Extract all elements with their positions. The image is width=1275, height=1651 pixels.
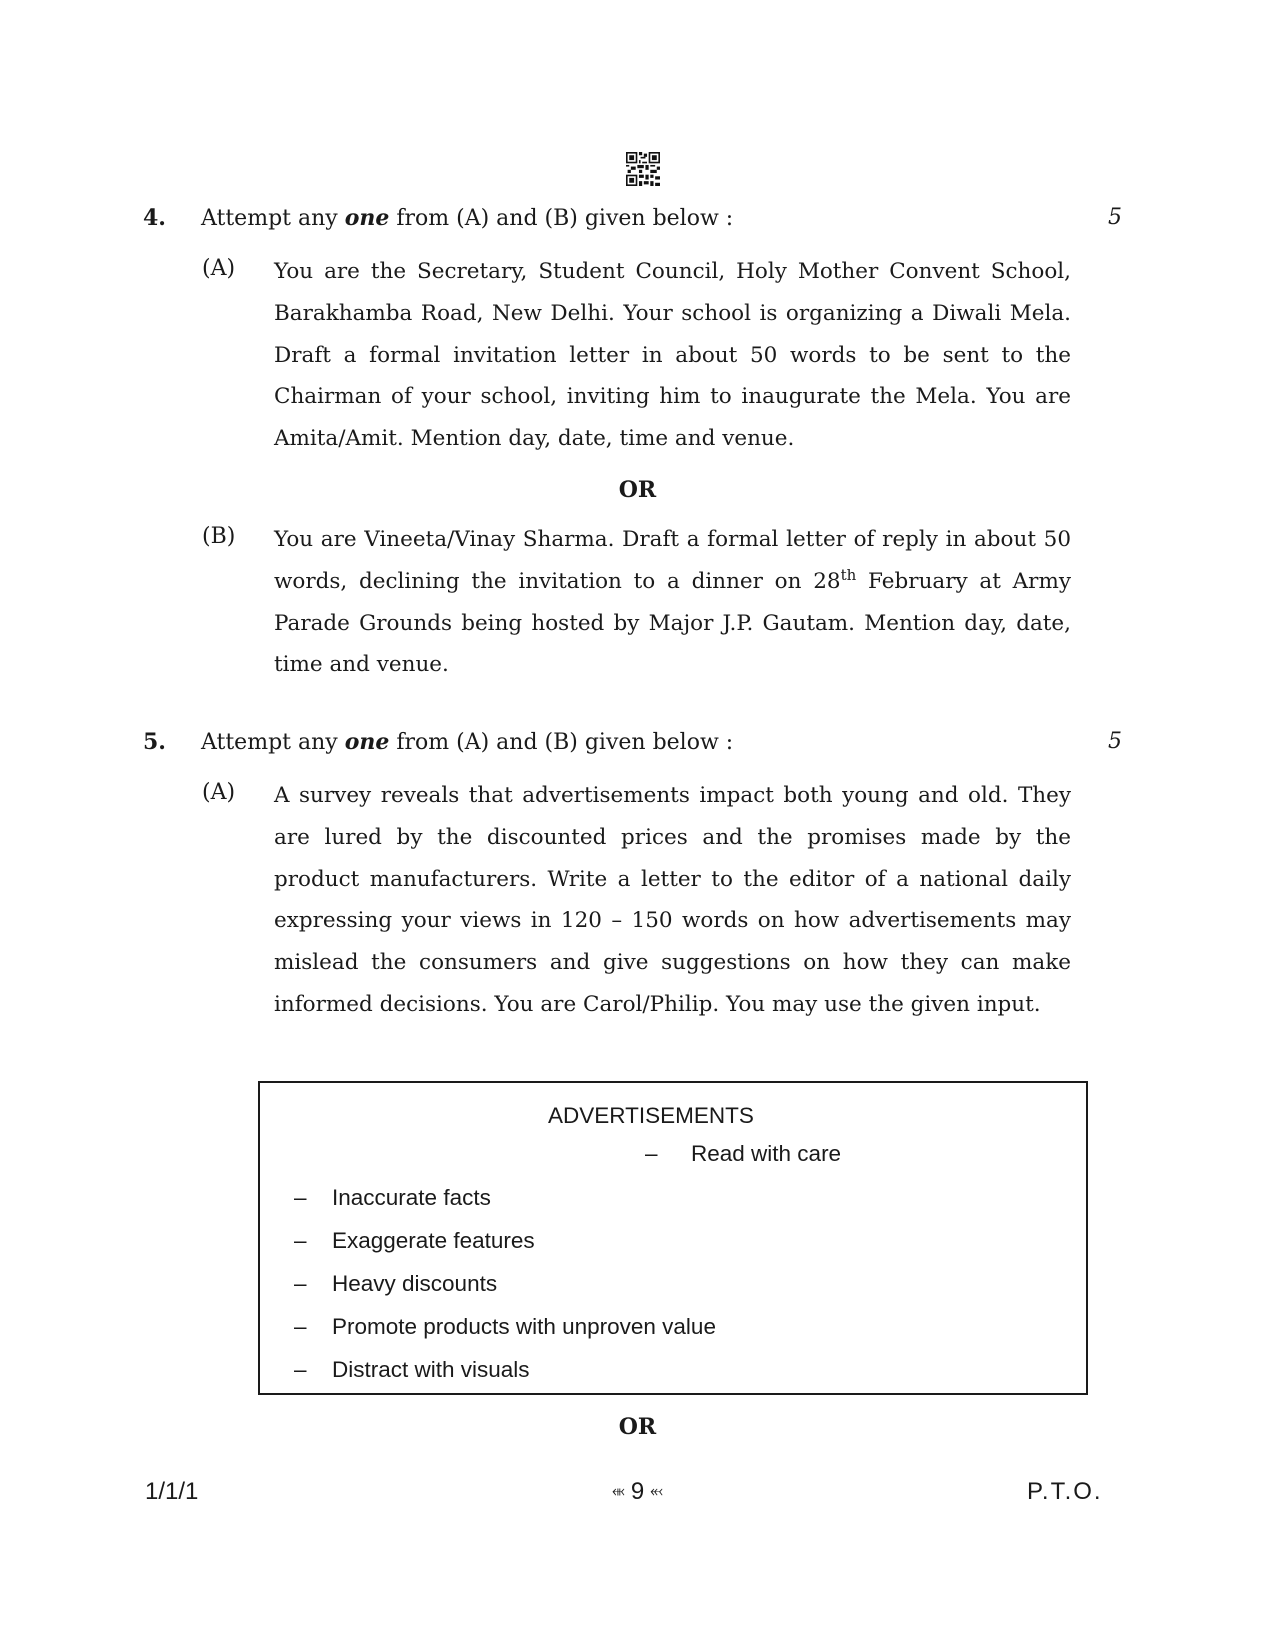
option-text: You are Vineeta/Vinay Sharma. Draft a formal letter of reply in about 50 words, declining the invitation to a dinner on 28th February at Army Parade Grounds being hosted by Major J.P. Gautam. Mention day, date, time and venue. <box>274 527 1071 678</box>
option-label: (A) <box>202 256 236 281</box>
qr-code-icon <box>626 152 660 186</box>
list-item: – Distract with visuals <box>294 1357 530 1382</box>
input-box-subtitle: – Read with care <box>645 1141 842 1166</box>
list-item: – Exaggerate features <box>294 1228 535 1253</box>
ornament-icon: ⬻ <box>650 1483 663 1500</box>
list-item: – Promote products with unproven value <box>294 1314 716 1339</box>
question-marks: 5 <box>1108 729 1122 754</box>
question-marks: 5 <box>1108 205 1122 230</box>
question-number: 4. <box>143 205 166 231</box>
or-separator: OR <box>618 1414 657 1440</box>
option-label: (B) <box>202 524 236 549</box>
question-number: 5. <box>143 729 166 755</box>
input-box <box>258 1081 1088 1395</box>
ornament-icon: ⬺ <box>612 1483 625 1500</box>
question-instruction: Attempt any one from (A) and (B) given below : <box>201 205 734 231</box>
option-label: (A) <box>202 780 236 805</box>
or-separator: OR <box>618 477 657 503</box>
option-text: You are the Secretary, Student Council, Holy Mother Convent School, Barakhamba Road, New Delhi. Your school is organizing a Diwali Mela. Draft a formal invitation letter in about 50 words to be sent to the Chairman of your school, inviting him to inaugurate the Mela. You are Amita/Amit. Mention day, date, time and venue. <box>274 259 1071 452</box>
option-text: A survey reveals that advertisements impact both young and old. They are lured by the discounted prices and the promises made by the product manufacturers. Write a letter to the editor of a national daily expressing your views in 120 – 150 words on how advertisements may mislead the consumers and give suggestions on how they can make informed decisions. You are Carol/Philip. You may use the given input. <box>274 783 1071 1017</box>
paper-code: 1/1/1 <box>145 1478 199 1505</box>
question-instruction: Attempt any one from (A) and (B) given below : <box>201 729 734 755</box>
list-item: – Inaccurate facts <box>294 1185 491 1210</box>
pto-label: P.T.O. <box>1027 1478 1103 1505</box>
input-box-title: ADVERTISEMENTS <box>548 1103 754 1128</box>
page-number: ⬺ 9 ⬻ <box>0 1478 1275 1506</box>
list-item: – Heavy discounts <box>294 1271 498 1296</box>
